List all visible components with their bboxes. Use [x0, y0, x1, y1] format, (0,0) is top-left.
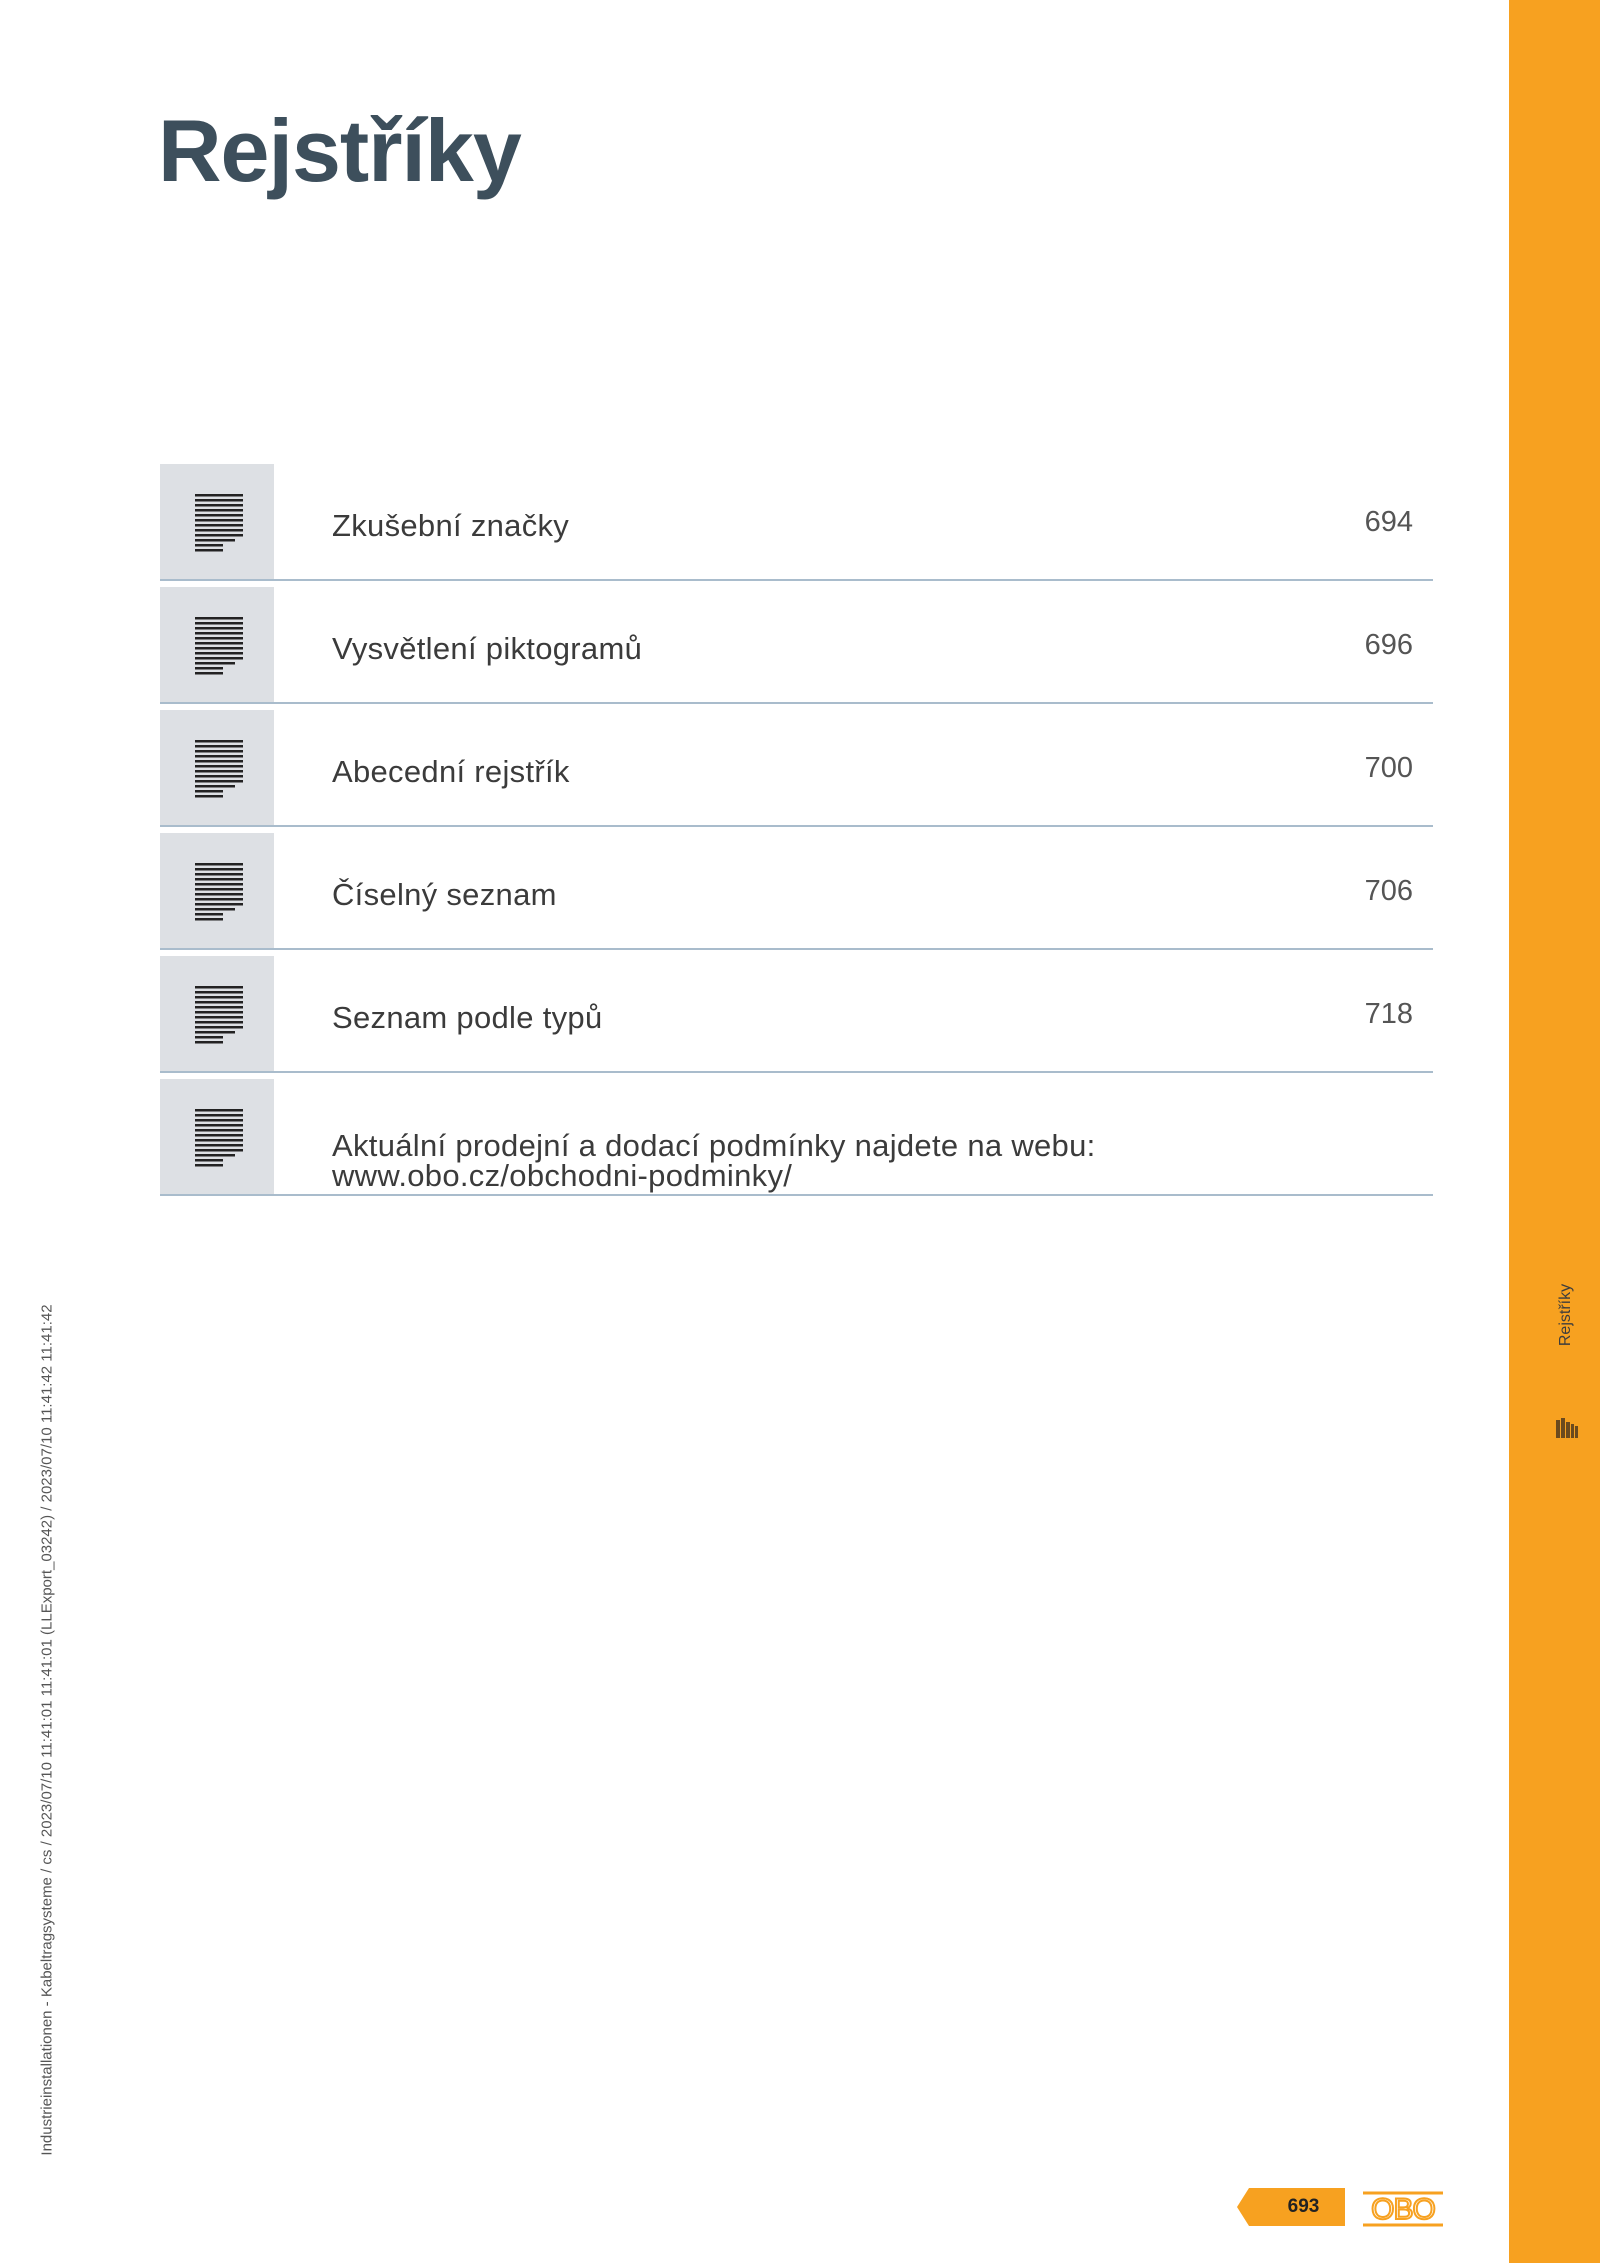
page-number: 693	[1287, 2196, 1320, 2217]
toc-row-pictograms[interactable]	[160, 587, 1433, 704]
toc-label: Zkušební značky	[332, 508, 570, 543]
export-meta-text: Industrieinstallationen - Kabeltragsysteme / cs / 2023/07/10 11:41:01 11:41:01 (LLExport_03242) / 2023/07/10 11:41:42 11:41:42	[38, 1304, 56, 2156]
toc-label: Vysvětlení piktogramů	[332, 631, 643, 666]
chapter-tab-label[interactable]: Rejstříky	[1557, 1283, 1574, 1347]
terms-note-text: Aktuální prodejní a dodací podmínky najdete na webu:	[332, 1128, 1096, 1163]
toc-row-terms-note[interactable]	[160, 1079, 1433, 1196]
toc-row-test-marks[interactable]	[160, 464, 1433, 581]
terms-link[interactable]: www.obo.cz/obchodni-podminky/	[332, 1158, 793, 1193]
document-lines-icon	[160, 464, 274, 579]
chapter-side-bar	[1509, 0, 1600, 2263]
terms-note	[332, 1128, 1096, 1193]
document-lines-icon	[160, 1079, 274, 1194]
document-lines-icon	[160, 710, 274, 825]
toc-row-type-list[interactable]	[160, 956, 1433, 1073]
obo-logo	[1363, 2190, 1443, 2228]
svg-text:OBO: OBO	[1371, 2193, 1435, 2226]
document-lines-icon	[160, 587, 274, 702]
toc-row-numeric-list[interactable]	[160, 833, 1433, 950]
toc-row-alphabetical-index[interactable]	[160, 710, 1433, 827]
toc-page-number: 694	[1364, 506, 1413, 538]
document-lines-icon	[160, 956, 274, 1071]
page-title: Rejstříky	[158, 101, 521, 200]
toc-page-number: 706	[1364, 875, 1413, 907]
document-lines-icon	[160, 833, 274, 948]
toc-label: Seznam podle typů	[332, 1000, 603, 1035]
toc-label: Abecední rejstřík	[332, 754, 570, 789]
toc-label: Číselný seznam	[332, 877, 557, 912]
table-of-contents	[160, 464, 1433, 1202]
index-icon	[1556, 1418, 1578, 1438]
toc-page-number: 718	[1364, 998, 1413, 1030]
toc-page-number: 700	[1364, 752, 1413, 784]
toc-page-number: 696	[1364, 629, 1413, 661]
